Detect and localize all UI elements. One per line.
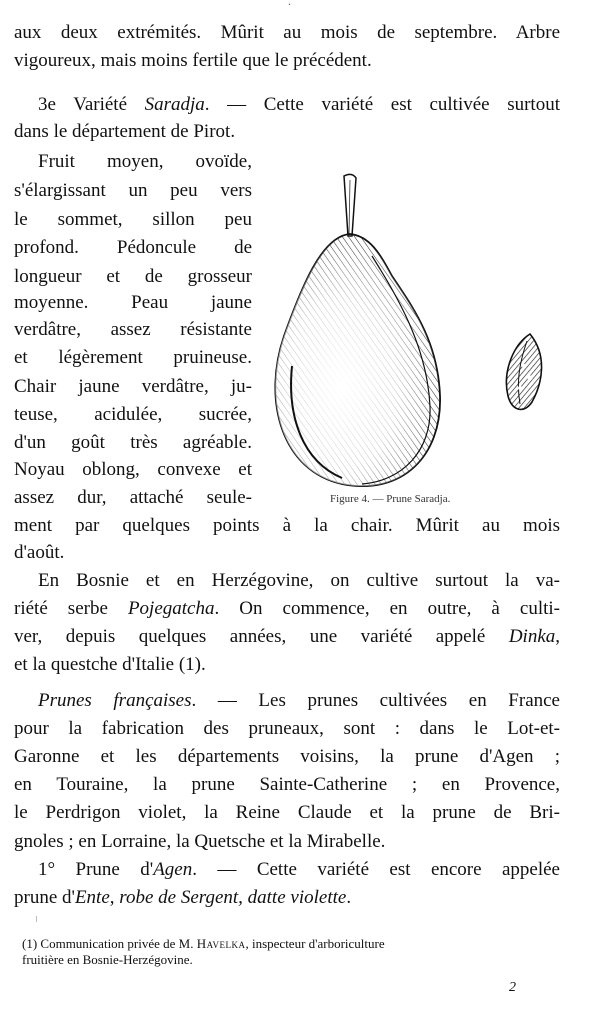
description-line: Noyau oblong, convexe et (14, 459, 252, 480)
variety-name: Dinka (508, 626, 556, 647)
description-line: Chair jaune verdâtre, ju- (14, 376, 252, 397)
variety-heading (38, 857, 560, 883)
person-name: Havelka (196, 936, 246, 951)
text-line (14, 596, 560, 622)
variety-name: Ente (74, 887, 110, 908)
stone-shape (506, 334, 541, 409)
text-line: le Perdrigon violet, la Reine Claude et la prune de Bri- (14, 802, 560, 823)
figure-caption: Figure 4. — Prune Saradja. (330, 493, 451, 505)
text-run: . — Cette variété est cultivée surtout (204, 94, 560, 115)
description-line: teuse, acidulée, sucrée, (14, 404, 252, 425)
variety-name: Agen (153, 859, 193, 880)
footnote-line (22, 936, 562, 952)
text-run: ver, depuis quelques années, une variété appelé (14, 626, 509, 647)
description-line: d'un goût très agréable. (14, 432, 252, 453)
text-run: . (346, 887, 352, 908)
page-number: 2 (509, 980, 516, 995)
text-run: . On commence, en outre, à culti- (214, 598, 561, 619)
description-line: et légèrement pruineuse. (14, 347, 252, 368)
top-margin-mark: . (288, 0, 291, 8)
variety-heading (38, 92, 560, 118)
description-line: assez dur, attaché seule- (14, 487, 252, 508)
stalk-shape (344, 174, 356, 236)
text-line: en Touraine, la prune Sainte-Catherine ; en Provence, (14, 774, 560, 795)
text-run: , (555, 626, 560, 647)
text-line: Garonne et les départements voisins, la prune d'Agen ; (14, 746, 560, 767)
variety-synonyms: robe de Sergent, datte violette (119, 887, 347, 908)
text-line: aux deux extrémités. Mûrit au mois de septembre. Arbre (14, 22, 560, 43)
text-run: prune d' (14, 887, 75, 908)
footnote-line: fruitière en Bosnie-Herzégovine. (22, 952, 193, 967)
section-title: Prunes françaises (38, 690, 192, 711)
variety-name: Pojegatcha (127, 598, 215, 619)
text-run: , (109, 887, 120, 908)
text-line: ment par quelques points à la chair. Mûrit au mois (14, 515, 560, 536)
footnote-separator (36, 916, 37, 922)
plum-figure (262, 166, 562, 506)
text-line: En Bosnie et en Herzégovine, on cultive surtout la va- (38, 570, 560, 591)
variety-name: Saradja (144, 94, 205, 115)
description-line: verdâtre, assez résistante (14, 319, 252, 340)
text-run: . — Cette variété est encore appelée (192, 859, 560, 880)
text-line (14, 624, 560, 650)
text-line (14, 885, 560, 911)
fruit-shape (275, 234, 440, 486)
description-line: longueur et de grosseur (14, 266, 252, 287)
variety-number: 3e Variété (38, 94, 145, 115)
text-line: dans le département de Pirot. (14, 121, 236, 142)
text-line: vigoureux, mais moins fertile que le précédent. (14, 50, 372, 71)
section-heading-line (38, 688, 560, 714)
description-line: le sommet, sillon peu (14, 209, 252, 230)
text-run: , inspecteur d'arboriculture (245, 936, 385, 951)
text-run: (1) Communication privée de M. (22, 936, 197, 951)
text-run: 1° Prune d' (38, 859, 154, 880)
description-line: Fruit moyen, ovoïde, (38, 151, 252, 172)
description-line: moyenne. Peau jaune (14, 292, 252, 313)
description-line: profond. Pédoncule de (14, 237, 252, 258)
text-line: gnoles ; en Lorraine, la Quetsche et la Mirabelle. (14, 831, 386, 852)
text-line: pour la fabrication des pruneaux, sont : dans le Lot-et- (14, 718, 560, 739)
text-line: et la questche d'Italie (1). (14, 654, 206, 675)
text-line: d'août. (14, 542, 65, 563)
text-run: riété serbe (14, 598, 128, 619)
description-line: s'élargissant un peu vers (14, 180, 252, 201)
text-run: . — Les prunes cultivées en France (191, 690, 560, 711)
